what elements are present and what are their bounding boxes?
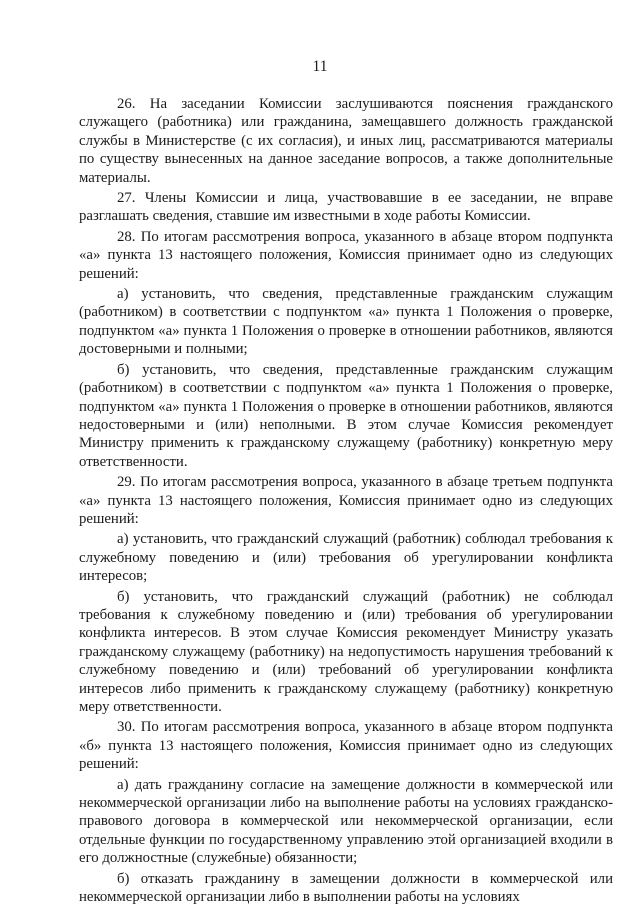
document-body	[79, 95, 613, 908]
paragraph-30-b: б) отказать гражданину в замещении должности в коммерческой или некоммерческой организации либо в выполнении работы на условиях	[79, 870, 613, 906]
paragraph-28-b: б) установить, что сведения, представленные гражданским служащим (работником) в соответствии с подпунктом «а» пункта 1 Положения о проверке, подпунктом «а» пункта 1 Положения о проверке в отношении работников, являются недостоверными и (или) неполными. В этом случае Комиссия рекомендует Министру применить к гражданскому служащему (работнику) конкретную меру ответственности.	[79, 361, 613, 470]
paragraph-28-a: а) установить, что сведения, представленные гражданским служащим (работником) в соответствии с подпунктом «а» пункта 1 Положения о проверке, подпунктом «а» пункта 1 Положения о проверке в отношении работников, являются достоверными и полными;	[79, 286, 613, 358]
paragraph-29-b: б) установить, что гражданский служащий (работник) не соблюдал требования к служебному поведению и (или) требования об урегулировании конфликта интересов. В этом случае Комиссия рекомендует Министру указать гражданскому служащему (работнику) на недопустимость нарушения требований к служебному поведению и (или) требований об урегулировании конфликта интересов либо применить к гражданскому служащему (работнику) конкретную меру ответственности.	[79, 588, 613, 715]
page-number: 11	[312, 58, 328, 75]
paragraph-29-a: а) установить, что гражданский служащий (работник) соблюдал требования к служебному поведению и (или) требования об урегулировании конфликта интересов;	[79, 531, 613, 585]
paragraph-30: 30. По итогам рассмотрения вопроса, указанного в абзаце втором подпункта «б» пункта 13 настоящего положения, Комиссия принимает одно из следующих решений:	[79, 719, 613, 773]
paragraph-30-a: а) дать гражданину согласие на замещение должности в коммерческой или некоммерческой организации либо на выполнение работы на условиях гражданско-правового договора в коммерческой или некоммерческой организации, если отдельные функции по государственному управлению этой организацией входили в его должностные (служебные) обязанности;	[79, 776, 613, 867]
paragraph-27: 27. Члены Комиссии и лица, участвовавшие в ее заседании, не вправе разглашать сведения, ставшие им известными в ходе работы Комиссии.	[79, 190, 613, 225]
paragraph-26: 26. На заседании Комиссии заслушиваются пояснения гражданского служащего (работника) или гражданина, замещавшего должность гражданской службы в Министерстве (с их согласия), и иных лиц, рассматриваются материалы по существу вынесенных на данное заседание вопросов, а также дополнительные материалы.	[79, 96, 613, 186]
paragraph-28: 28. По итогам рассмотрения вопроса, указанного в абзаце втором подпункта «а» пункта 13 настоящего положения, Комиссия принимает одно из следующих решений:	[79, 228, 613, 282]
paragraph-29: 29. По итогам рассмотрения вопроса, указанного в абзаце третьем подпункта «а» пункта 13 настоящего положения, Комиссия принимает одно из следующих решений:	[79, 474, 613, 527]
